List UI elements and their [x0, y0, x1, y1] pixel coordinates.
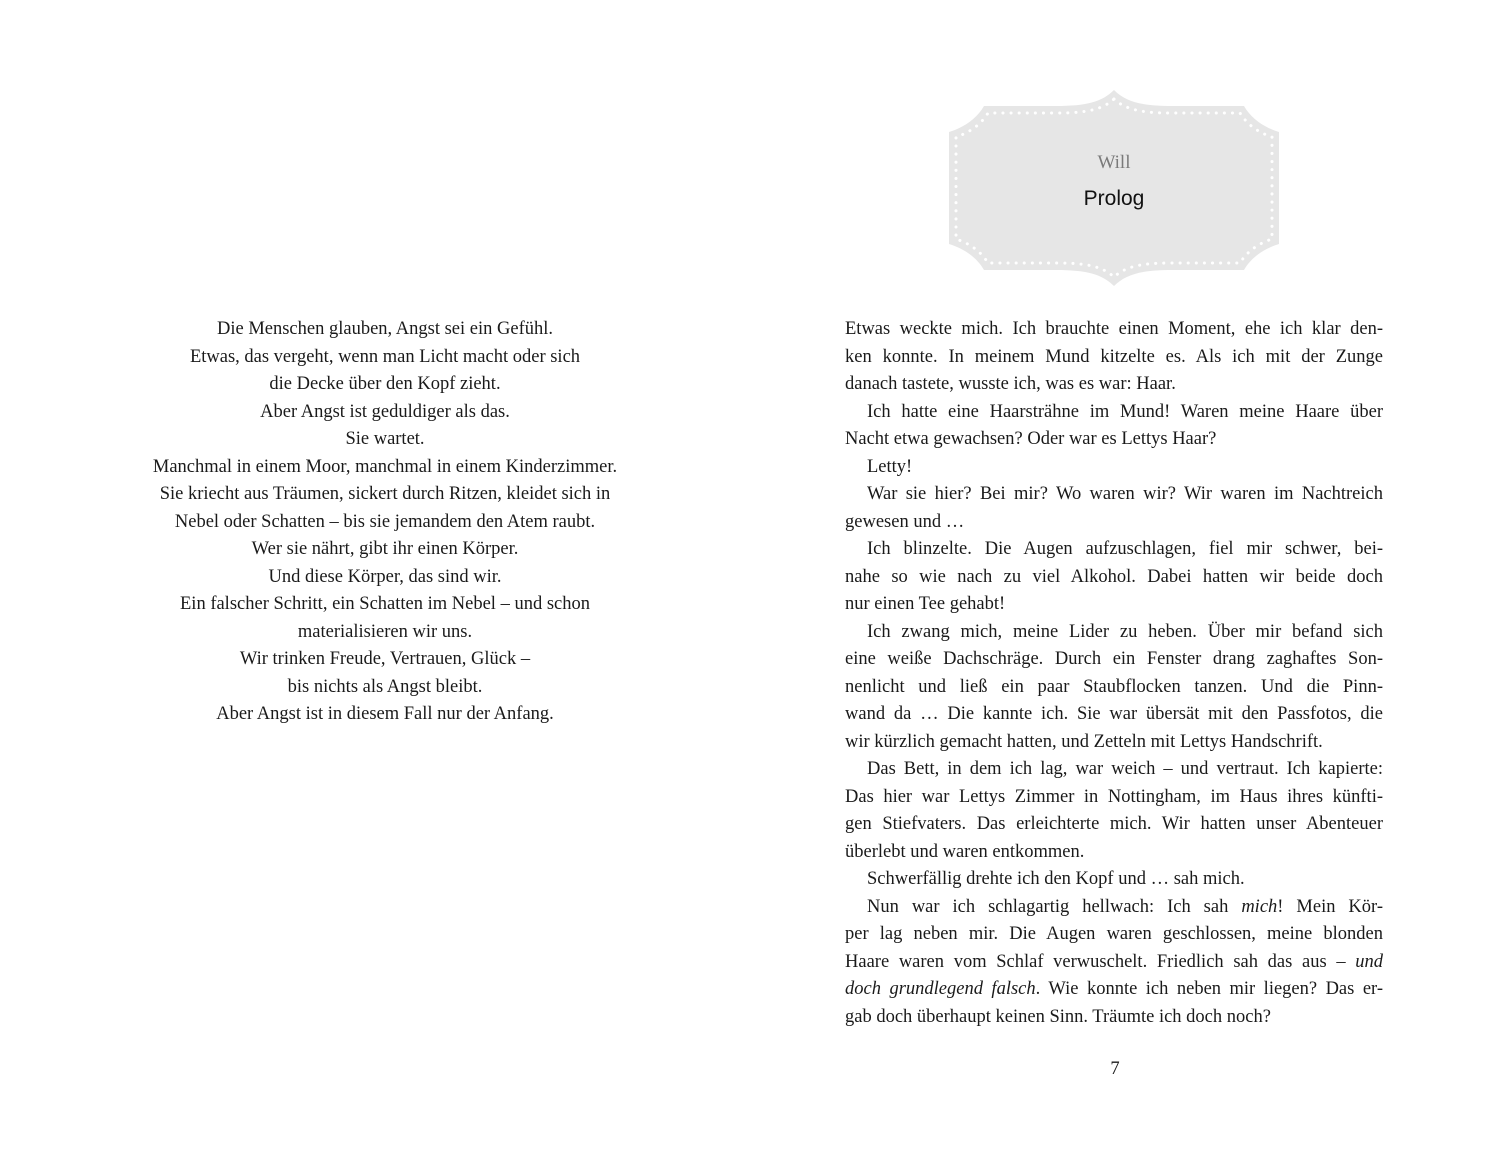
text-segment: danach tastete, wusste ich, was es war: Haar.: [845, 374, 1176, 394]
text-segment: wir kürzlich gemacht hatten, und Zetteln mit Lettys Handschrift.: [845, 731, 1323, 752]
text-line: [845, 976, 1383, 1004]
text-line: [845, 756, 1383, 784]
poem-line: Aber Angst ist in diesem Fall nur der Anfang.: [216, 704, 554, 724]
text-segment: nenlicht und ließ ein paar Staubflocken tanzen. Und die Pinn-: [845, 676, 1383, 697]
text-line: [845, 536, 1383, 564]
text-segment: wand da … Die kannte ich. Sie war übersät mit den Passfotos, die: [845, 704, 1383, 724]
text-line: [845, 1004, 1383, 1032]
text-line: [845, 811, 1383, 839]
poem-line: Und diese Körper, das sind wir.: [268, 566, 502, 587]
poem-line: Die Menschen glauben, Angst sei ein Gefühl.: [216, 319, 553, 339]
chapter-title: Prolog: [1083, 187, 1145, 210]
text-segment: Ich zwang mich, meine Lider zu heben. Über mir befand sich: [867, 621, 1383, 642]
poem-line: die Decke über den Kopf zieht.: [269, 374, 501, 394]
poem-line: Wir trinken Freude, Vertrauen, Glück –: [239, 649, 531, 669]
poem-line: Sie kriecht aus Träumen, sickert durch Ritzen, kleidet sich in: [159, 484, 611, 504]
text-line: [845, 701, 1383, 729]
text-line: [845, 839, 1383, 867]
text-line: [845, 426, 1383, 454]
text-segment: eine weiße Dachschräge. Durch ein Fenster drang zaghaftes Son-: [845, 649, 1383, 669]
text-segment: gen Stiefvaters. Das erleichterte mich. Wir hatten unser Abenteuer: [845, 814, 1383, 834]
text-line: [845, 591, 1383, 619]
text-line: [845, 316, 1383, 344]
chapter-body-text: [845, 316, 1383, 1031]
text-line: [845, 454, 1383, 482]
poem-line: materialisieren wir uns.: [297, 621, 473, 642]
poem-line: Nebel oder Schatten – bis sie jemandem den Atem raubt.: [174, 511, 596, 532]
text-segment: Etwas weckte mich. Ich brauchte einen Moment, ehe ich klar den-: [845, 319, 1383, 339]
text-line: [845, 344, 1383, 372]
text-segment: ! Mein Kör-: [1277, 896, 1383, 917]
text-segment: ken konnte. In meinem Mund kitzelte es. Als ich mit der Zunge: [845, 346, 1383, 367]
text-segment: gab doch überhaupt keinen Sinn. Träumte ich doch noch?: [845, 1006, 1271, 1027]
text-line: [845, 729, 1383, 757]
text-segment: gewesen und …: [845, 511, 965, 532]
text-segment: Nacht etwa gewachsen? Oder war es Lettys Haar?: [845, 429, 1217, 449]
text-segment: Ich blinzelte. Die Augen aufzuschlagen, fiel mir schwer, bei-: [867, 539, 1383, 559]
chapter-narrator: Will: [1097, 152, 1131, 173]
text-line: [845, 619, 1383, 647]
poem-line: Aber Angst ist geduldiger als das.: [260, 401, 510, 422]
text-segment: nahe so wie nach zu viel Alkohol. Dabei hatten wir beide doch: [845, 566, 1383, 587]
emphasized-text: und: [1355, 951, 1383, 972]
poem-line: Manchmal in einem Moor, manchmal in einem Kinderzimmer.: [152, 456, 618, 477]
text-segment: . Wie konnte ich neben mir liegen? Das er-: [1035, 979, 1383, 999]
text-line: [845, 866, 1383, 894]
text-line: [845, 784, 1383, 812]
text-line: [845, 949, 1383, 977]
text-line: [845, 509, 1383, 537]
right-page: [750, 0, 1500, 1167]
page-number: 7: [1110, 1059, 1120, 1079]
text-segment: War sie hier? Bei mir? Wo waren wir? Wir waren im Nachtreich: [867, 484, 1383, 504]
emphasized-text: mich: [1241, 896, 1278, 917]
text-segment: Schwerfällig drehte ich den Kopf und … sah mich.: [867, 869, 1245, 889]
poem-line: Wer sie nährt, gibt ihr einen Körper.: [251, 539, 519, 559]
poem-line: bis nichts als Angst bleibt.: [287, 676, 483, 697]
text-line: [845, 481, 1383, 509]
text-segment: Ich hatte eine Haarsträhne im Mund! Waren meine Haare über: [867, 401, 1383, 422]
epigraph-poem: [110, 316, 660, 729]
text-line: [845, 921, 1383, 949]
text-segment: Letty!: [867, 456, 913, 477]
text-line: [845, 894, 1383, 922]
text-segment: Nun war ich schlagartig hellwach: Ich sah: [867, 896, 1242, 917]
poem-line: Etwas, das vergeht, wenn man Licht macht oder sich: [189, 346, 581, 367]
text-line: [845, 564, 1383, 592]
text-segment: Haare waren vom Schlaf verwuschelt. Friedlich sah das aus –: [845, 951, 1356, 972]
text-segment: überlebt und waren entkommen.: [845, 841, 1085, 862]
text-segment: Das hier war Lettys Zimmer in Nottingham, im Haus ihres künfti-: [845, 786, 1383, 807]
text-segment: Das Bett, in dem ich lag, war weich – und vertraut. Ich kapierte:: [867, 759, 1383, 779]
text-segment: nur einen Tee gehabt!: [845, 594, 1006, 614]
poem-line: Ein falscher Schritt, ein Schatten im Nebel – und schon: [180, 594, 590, 614]
emphasized-text: doch grundlegend falsch: [845, 979, 1036, 999]
poem-line: Sie wartet.: [345, 429, 425, 449]
text-line: [845, 399, 1383, 427]
text-line: [845, 646, 1383, 674]
text-segment: per lag neben mir. Die Augen waren geschlossen, meine blonden: [845, 924, 1383, 944]
text-line: [845, 674, 1383, 702]
chapter-heading-badge: [946, 88, 1282, 288]
text-line: [845, 371, 1383, 399]
